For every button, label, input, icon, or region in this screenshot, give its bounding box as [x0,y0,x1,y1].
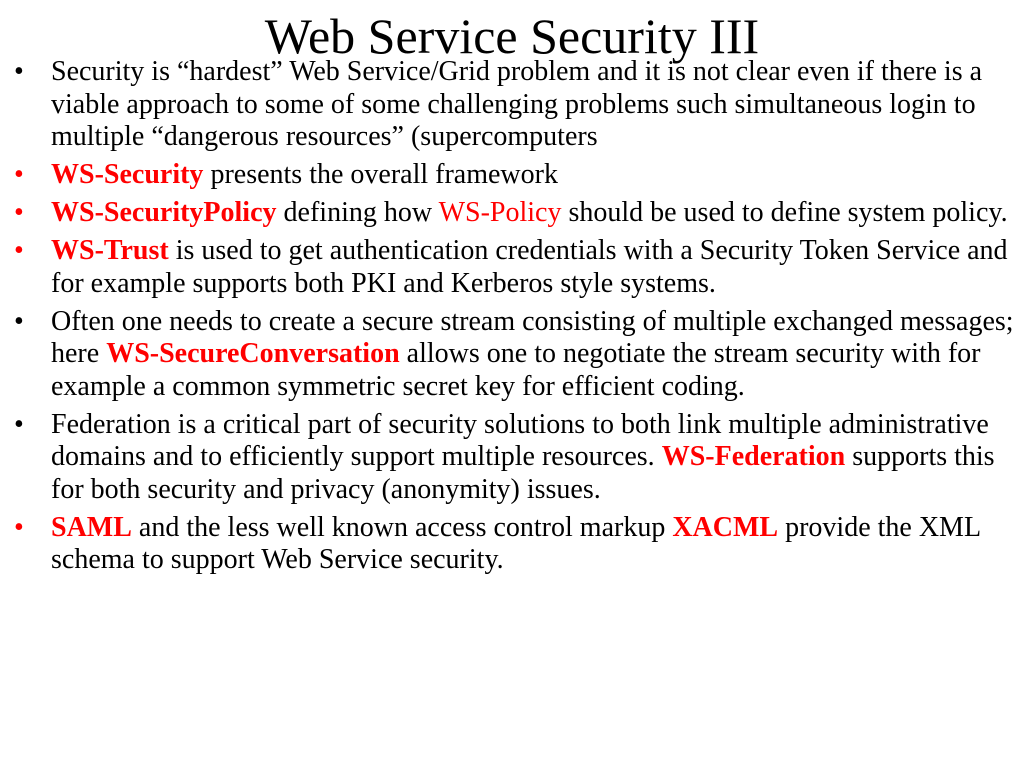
highlighted-term: WS-Federation [661,441,846,472]
bullet-marker-icon: • [14,56,24,87]
bullet-item [14,512,1020,577]
bullet-item [14,56,1020,154]
bullet-text: should be used to define system policy. [561,197,1008,228]
highlighted-term: WS-SecurityPolicy [51,197,277,228]
bullet-list [14,56,1020,582]
bullet-text: supports this for both security and privacy (anonymity) issues. [51,441,995,505]
bullet-marker-icon: • [14,305,24,337]
slide-title: Web Service Security III [264,8,760,64]
bullet-marker-icon: • [14,197,24,228]
highlighted-term: WS-SecureConversation [106,338,400,369]
bullet-text: allows one to negotiate the stream security with for example a common symmetric secret key for efficient coding. [51,338,981,402]
bullet-text: defining how [276,197,439,228]
bullet-marker-icon: • [14,159,24,190]
bullet-item [14,235,1020,300]
bullet-marker-icon: • [14,511,24,543]
bullet-text: Federation is a critical part of security solutions to both link multiple administrative domains and to efficiently support multiple resources. [51,408,989,472]
highlighted-term: XACML [672,511,779,543]
highlighted-term: WS-Trust [51,235,169,266]
bullet-text: Security is “hardest” Web Service/Grid problem and it is not clear even if there is a viable approach to some of some challenging problems such simultaneous login to multiple “dangerous resources” (supercomputers [51,56,983,152]
highlighted-term: WS-Policy [438,197,562,228]
bullet-marker-icon: • [14,235,24,266]
bullet-marker-icon: • [14,408,24,440]
highlighted-term: SAML [51,511,132,543]
bullet-text: is used to get authentication credentials with a Security Token Service and for example supports both PKI and Kerberos style systems. [51,235,1008,299]
bullet-text: and the less well known access control markup [131,511,673,543]
highlighted-term: WS-Security [51,159,204,190]
bullet-item [14,197,1020,230]
bullet-item [14,159,1020,192]
bullet-item [14,306,1020,404]
bullet-text: presents the overall framework [203,159,558,190]
bullet-text: provide the XML schema to support Web Service security. [51,511,981,575]
bullet-text: Often one needs to create a secure stream consisting of multiple exchanged messages; here [51,305,1014,369]
bullet-item [14,409,1020,507]
